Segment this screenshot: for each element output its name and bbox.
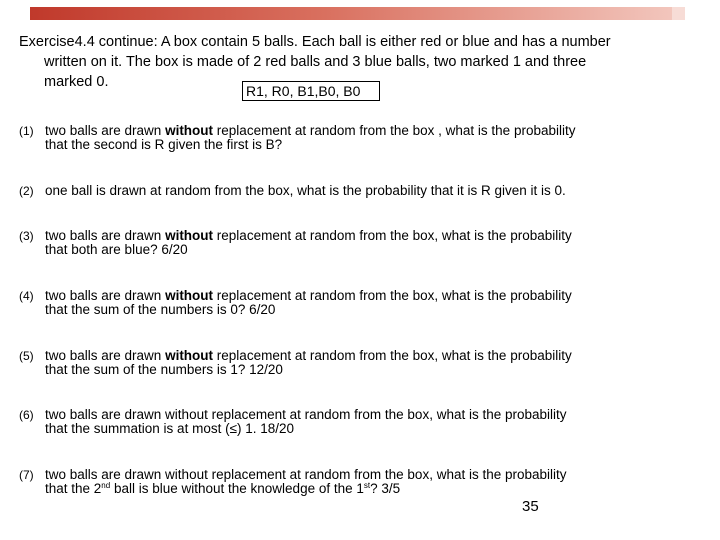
- question-emphasis: without: [165, 288, 214, 303]
- question-number: (7): [19, 468, 34, 482]
- question-text: replacement at random from the box , what is the probability: [213, 123, 576, 138]
- question-text: that the 2: [45, 480, 102, 496]
- question-line-2: that the second is R given the first is B?: [45, 136, 283, 152]
- question-emphasis: without: [165, 123, 214, 138]
- question-text: replacement at random from the box, what is the probability: [213, 348, 572, 363]
- ball-list-box: R1, R0, B1,B0, B0: [242, 81, 380, 101]
- question-line-2: that the sum of the numbers is 1? 12/20: [45, 361, 283, 377]
- intro-line-3: marked 0.: [44, 74, 109, 90]
- question-text: two balls are drawn: [45, 123, 166, 138]
- question-number: (3): [19, 229, 34, 243]
- question-emphasis: without: [165, 348, 214, 363]
- question-text: two balls are drawn without replacement at random from the box, what is the probability: [45, 467, 567, 482]
- question-4: [19, 289, 709, 316]
- ordinal-suffix: st: [363, 480, 371, 490]
- question-text: ball is blue without the knowledge of the 1: [110, 480, 364, 496]
- page-number: 35: [522, 498, 539, 515]
- question-line-2: [45, 482, 709, 496]
- question-text: two balls are drawn without replacement at random from the box, what is the probability: [45, 407, 567, 422]
- question-number: (2): [19, 184, 34, 198]
- question-line-2: that the sum of the numbers is 0? 6/20: [45, 301, 276, 317]
- intro-line-1: Exercise4.4 continue: A box contain 5 balls. Each ball is either red or blue and has a number: [19, 34, 611, 50]
- question-3: [19, 229, 709, 256]
- question-line-2: that both are blue? 6/20: [45, 241, 188, 257]
- ordinal-suffix: nd: [101, 480, 111, 490]
- title-accent-bar: [30, 7, 685, 20]
- question-number: (4): [19, 289, 34, 303]
- question-text: replacement at random from the box, what is the probability: [213, 288, 572, 303]
- question-text: two balls are drawn: [45, 288, 166, 303]
- question-2: [19, 184, 709, 198]
- question-6: [19, 408, 709, 435]
- question-5: [19, 349, 709, 376]
- question-number: (1): [19, 124, 34, 138]
- question-line-2: that the summation is at most (≤) 1. 18/20: [45, 420, 295, 436]
- question-1: [19, 124, 709, 151]
- question-text: one ball is drawn at random from the box, what is the probability that it is R given it is 0.: [45, 183, 566, 198]
- title-accent-bar-end: [672, 7, 685, 20]
- intro-line-2: written on it. The box is made of 2 red balls and 3 blue balls, two marked 1 and three: [44, 54, 587, 70]
- question-number: (6): [19, 408, 34, 422]
- question-text: ? 3/5: [370, 480, 401, 496]
- question-emphasis: without: [165, 228, 214, 243]
- question-number: (5): [19, 349, 34, 363]
- question-text: two balls are drawn: [45, 228, 166, 243]
- question-text: two balls are drawn: [45, 348, 166, 363]
- question-7: [19, 468, 709, 495]
- question-text: replacement at random from the box, what is the probability: [213, 228, 572, 243]
